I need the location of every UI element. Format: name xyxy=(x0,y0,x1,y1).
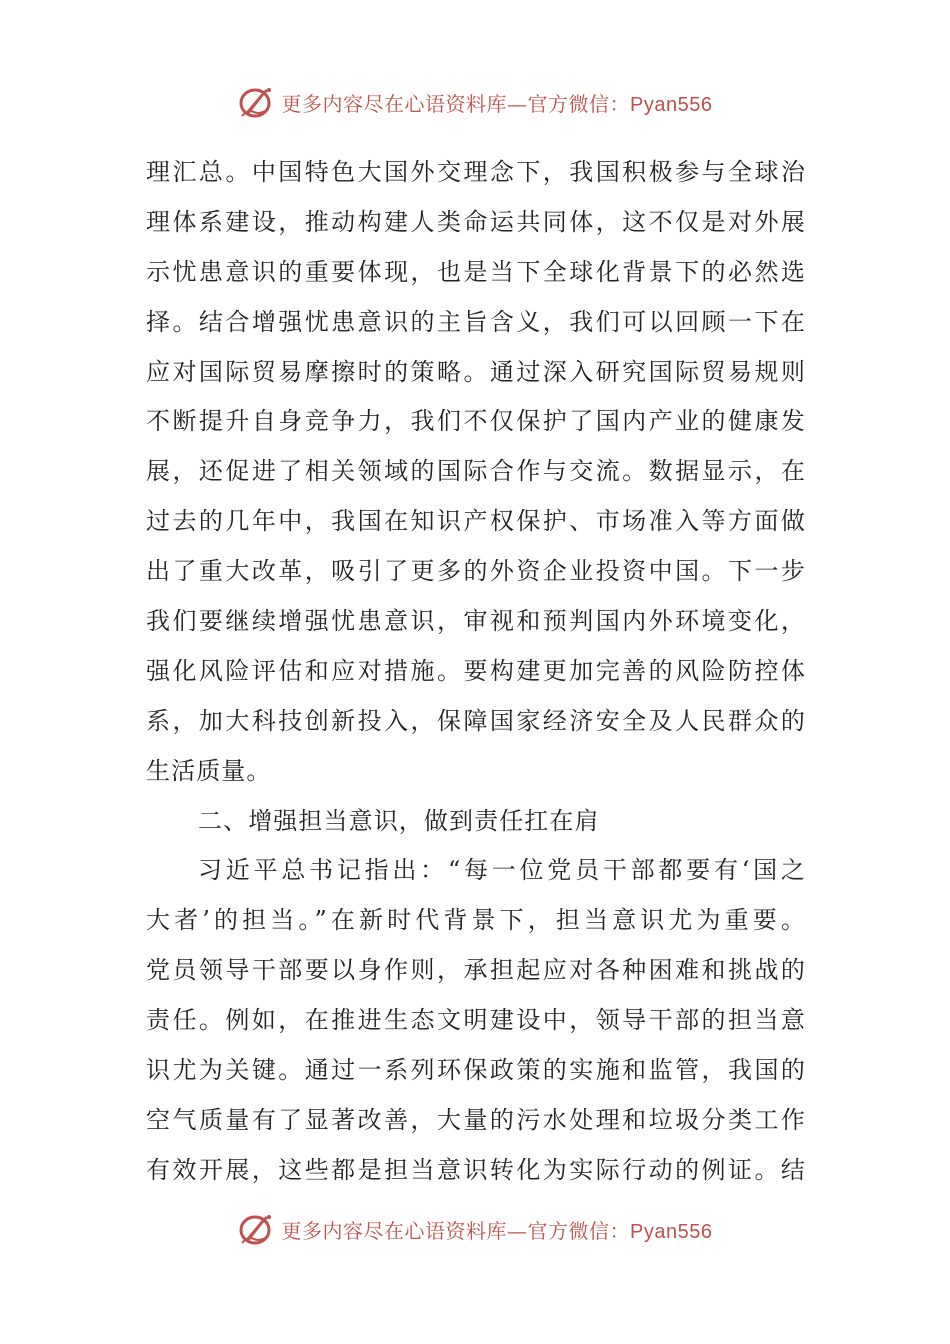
body-line: 强化风险评估和应对措施。要构建更加完善的风险防控体 xyxy=(146,656,806,685)
header-banner-content xyxy=(238,85,713,119)
document-body xyxy=(146,148,806,1196)
pen-circle-logo-icon xyxy=(238,85,276,119)
body-line: 理体系建设，推动构建人类命运共同体，这不仅是对外展 xyxy=(146,207,806,236)
body-line: 展，还促进了相关领域的国际合作与交流。数据显示，在 xyxy=(146,457,806,486)
body-line: 党员领导干部要以身作则，承担起应对各种困难和挑战的 xyxy=(146,956,806,985)
pen-circle-logo-icon xyxy=(238,1212,276,1246)
body-line: 识尤为关键。通过一系列环保政策的实施和监管，我国的 xyxy=(146,1056,806,1085)
header-banner-cn: 更多内容尽在心语资料库—官方微信： xyxy=(281,91,631,116)
body-line: 责任。例如，在推进生态文明建设中，领导干部的担当意 xyxy=(146,1006,806,1035)
body-line: 空气质量有了显著改善，大量的污水处理和垃圾分类工作 xyxy=(146,1105,806,1134)
body-line: 我们要继续增强忧患意识，审视和预判国内外环境变化， xyxy=(146,607,806,636)
section-heading: 二、增强担当意识，做到责任扛在肩 xyxy=(198,806,600,835)
body-line: 生活质量。 xyxy=(146,756,272,785)
body-line: 大者’的担当。”在新时代背景下，担当意识尤为重要。 xyxy=(146,906,806,935)
body-line: 择。结合增强忧患意识的主旨含义，我们可以回顾一下在 xyxy=(146,307,806,336)
footer-banner-wechat-id: Pyan556 xyxy=(630,1220,713,1243)
header-banner-wechat-id: Pyan556 xyxy=(630,93,713,116)
footer-banner-cn: 更多内容尽在心语资料库—官方微信： xyxy=(281,1218,631,1243)
body-line: 出了重大改革，吸引了更多的外资企业投资中国。下一步 xyxy=(146,557,806,586)
body-line: 习近平总书记指出：“每一位党员干部都要有‘国之 xyxy=(198,856,806,885)
body-line: 有效开展，这些都是担当意识转化为实际行动的例证。结 xyxy=(146,1155,806,1184)
body-line: 不断提升自身竞争力，我们不仅保护了国内产业的健康发 xyxy=(146,407,806,436)
body-line: 示忧患意识的重要体现，也是当下全球化背景下的必然选 xyxy=(146,257,806,286)
body-line: 理汇总。中国特色大国外交理念下，我国积极参与全球治 xyxy=(146,158,806,186)
footer-banner-content xyxy=(238,1212,713,1246)
header-banner xyxy=(0,82,950,122)
body-line: 过去的几年中，我国在知识产权保护、市场准入等方面做 xyxy=(146,507,806,536)
body-line: 应对国际贸易摩擦时的策略。通过深入研究国际贸易规则 xyxy=(146,357,806,386)
body-line: 系，加大科技创新投入，保障国家经济安全及人民群众的 xyxy=(146,706,806,735)
footer-banner-text xyxy=(282,1215,713,1244)
footer-banner xyxy=(0,1209,950,1249)
header-banner-text xyxy=(282,88,713,117)
